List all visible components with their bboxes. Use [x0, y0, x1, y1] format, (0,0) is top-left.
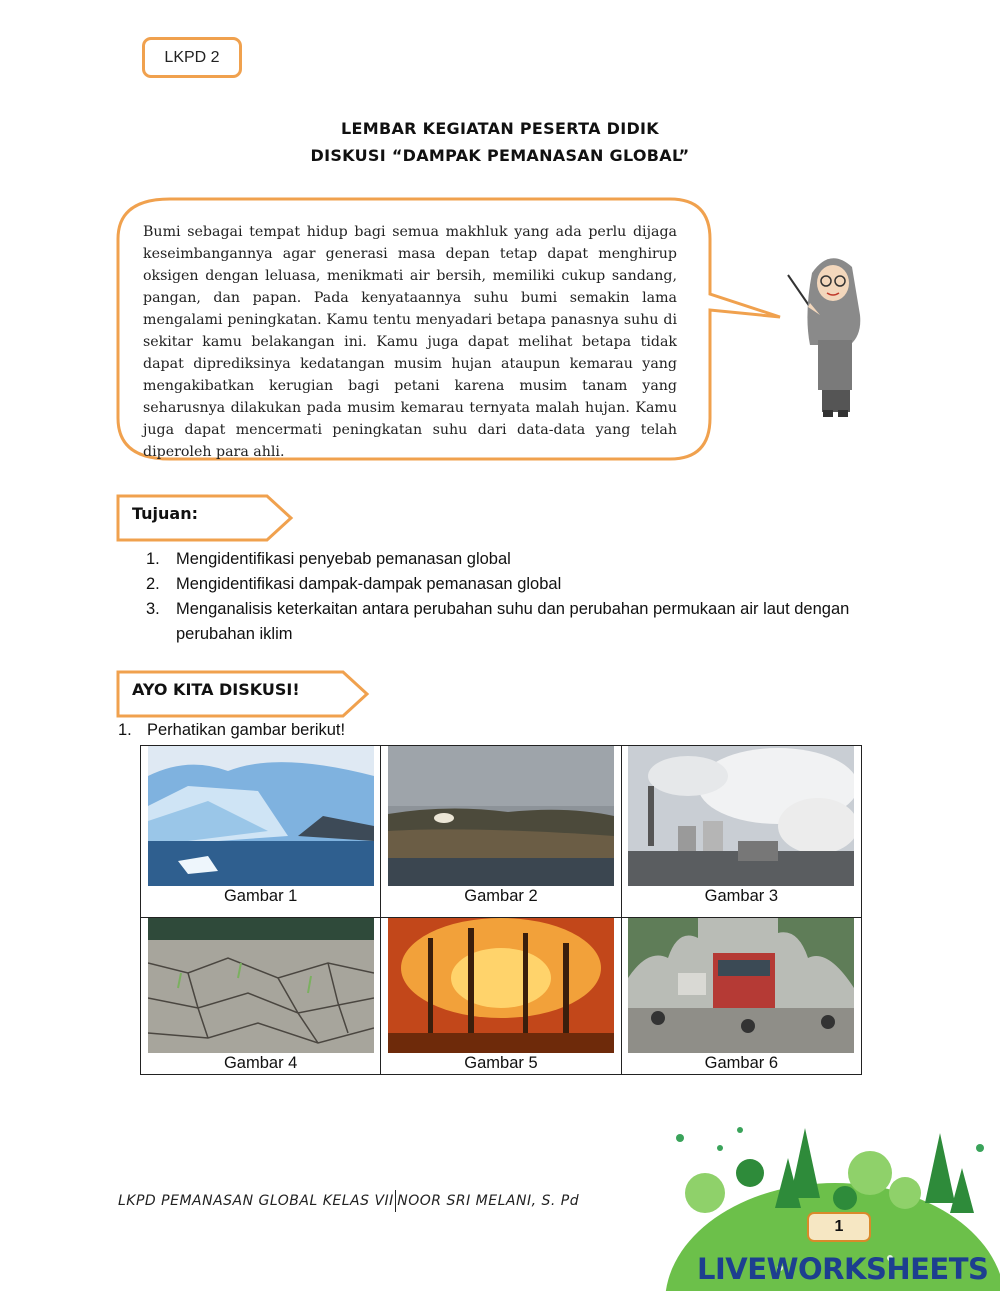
list-item: 2. Mengidentifikasi dampak-dampak pemanasan global: [146, 575, 562, 593]
gallery-cell: [381, 918, 621, 1075]
image-caption: Gambar 4: [223, 1054, 298, 1072]
list-item: 1. Mengidentifikasi penyebab pemanasan global: [146, 550, 511, 568]
tujuan-list: [146, 547, 906, 647]
image-caption: Gambar 6: [704, 1054, 779, 1072]
intro-paragraph: Bumi sebagai tempat hidup bagi semua makhluk yang ada perlu dijaga keseimbangannya agar generasi masa depan tetap dapat menghirup oksigen dengan leluasa, menikmati air bersih, memiliki cukup sandang, pangan, dan papan. Pada kenyataannya suhu bumi semakin lama mengalami peningkatan. Kamu tentu menyadari betapa panasnya suhu di sekitar kamu belakangan ini. Kamu juga dapat melihat betapa tidak dapat diprediksinya kedatangan musim hujan ataupun kemarau yang mengakibatkan kerugian bagi petani karena musim tanam yang seharusnya dilakukan pada musim kemarau ternyata malah hujan. Kamu juga dapat mencermati peningkatan suhu dari data-data yang telah diperoleh para ahli.: [143, 224, 677, 460]
melting-glacier-photo: [148, 746, 374, 886]
cracked-dry-field-photo: [148, 918, 374, 1053]
page-number: 1: [807, 1212, 871, 1242]
footer-text: LKPD PEMANASAN GLOBAL KELAS VII NOOR SRI MELANI, S. Pd: [118, 1190, 579, 1212]
gallery-cell: [141, 918, 381, 1075]
list-item: 3. Menganalisis keterkaitan antara perubahan suhu dan perubahan permukaan air laut dengan perubahan iklim: [146, 600, 850, 643]
image-caption: Gambar 3: [704, 887, 779, 905]
image-caption: Gambar 2: [464, 887, 538, 905]
image-caption: Gambar 5: [464, 1054, 538, 1072]
polar-bear-on-rocks-photo: [388, 746, 614, 886]
image-gallery: [140, 745, 862, 1075]
diskusi-label: AYO KITA DISKUSI!: [132, 680, 300, 699]
gallery-cell: [381, 746, 621, 918]
forest-fire-photo: [388, 918, 614, 1053]
image-caption: Gambar 1: [223, 887, 298, 905]
tujuan-label: Tujuan:: [132, 504, 199, 523]
page-subtitle: DISKUSI “DAMPAK PEMANASAN GLOBAL”: [310, 146, 690, 165]
page-title: LEMBAR KEGIATAN PESERTA DIDIK: [341, 119, 659, 138]
gallery-cell: [141, 746, 381, 918]
traffic-pollution-photo: [628, 918, 854, 1053]
gallery-cell: [621, 746, 861, 918]
teacher-illustration: [780, 245, 870, 425]
liveworksheets-logo[interactable]: LIVEWORKSHEETS: [697, 1252, 989, 1286]
gallery-cell: [621, 918, 861, 1075]
factory-smoke-photo: [628, 746, 854, 886]
question-1: 1. Perhatikan gambar berikut!: [118, 721, 346, 739]
lkpd-badge: LKPD 2: [142, 37, 242, 78]
